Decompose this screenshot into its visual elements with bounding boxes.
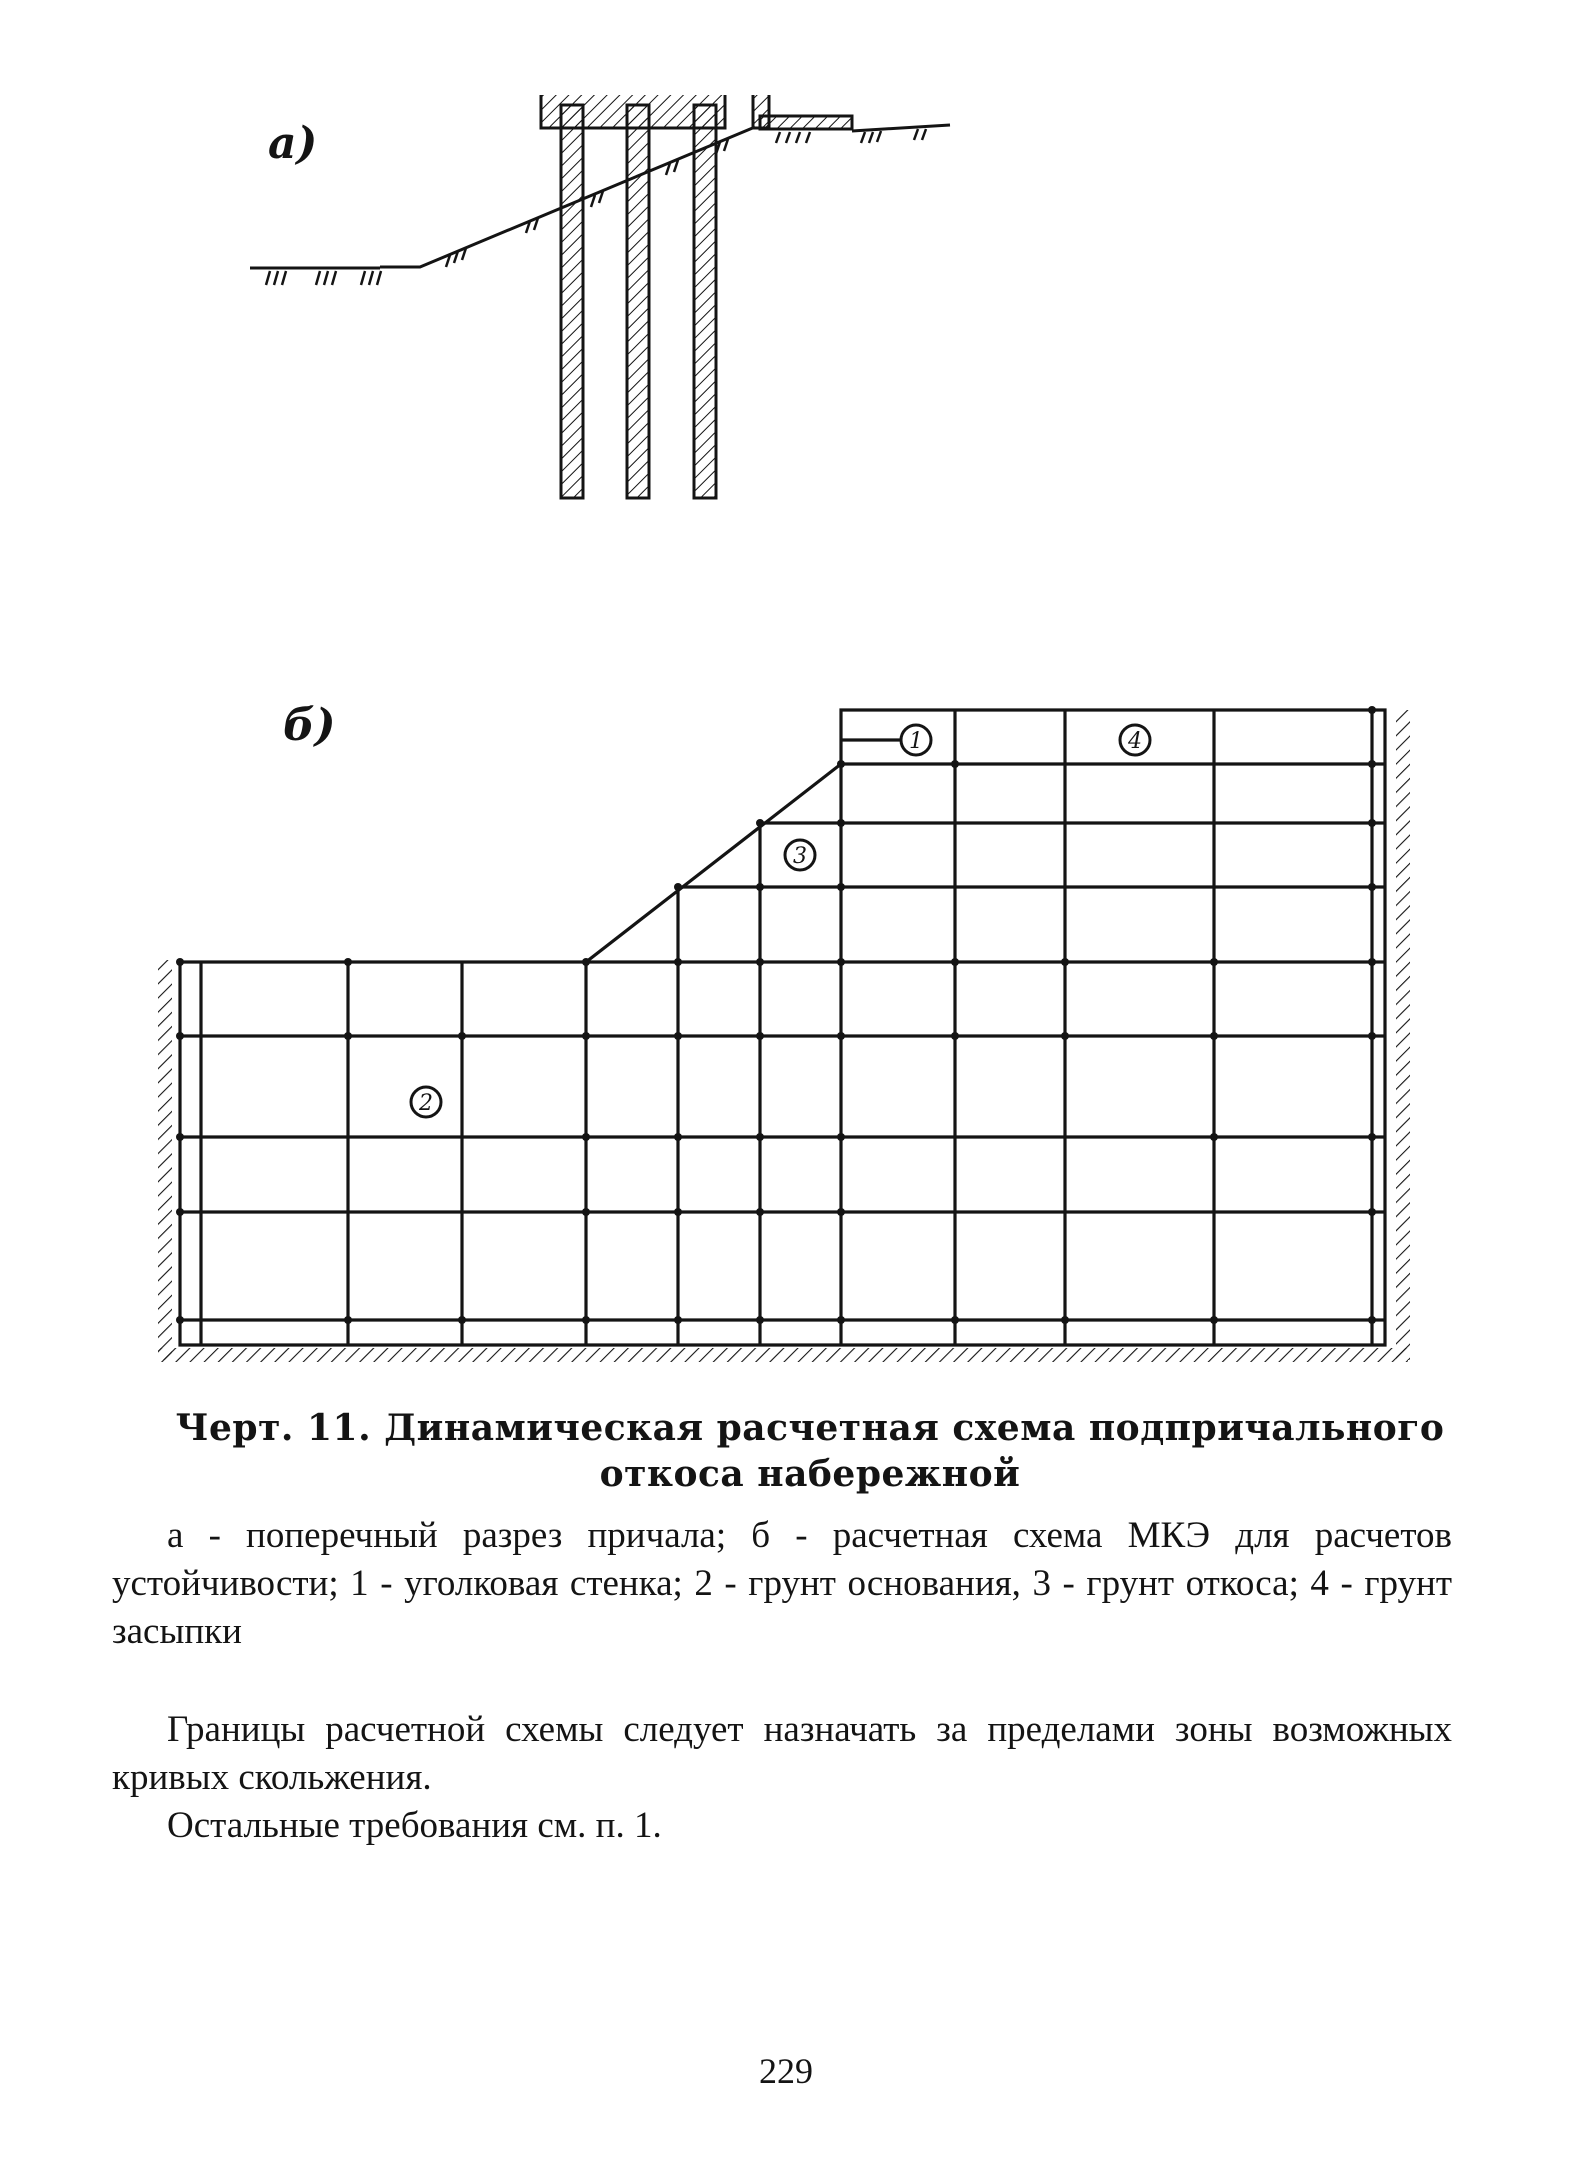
mesh-lines	[180, 710, 1385, 1345]
figure-caption-legend-text: а - поперечный разрез причала; б - расчетная схема МКЭ для расчетов устойчивости; 1 - уголковая стенка; 2 - грунт основания, 3 - грунт откоса; 4 - грунт засыпки	[112, 1515, 1452, 1652]
marker-slope-soil	[785, 840, 815, 870]
left-boundary-hatch	[158, 960, 172, 1360]
body-paragraph	[112, 1706, 1452, 1802]
pile-left	[561, 105, 583, 498]
figure-caption-legend	[112, 1512, 1452, 1656]
body-paragraph-2: Остальные требования см. п. 1.	[167, 1805, 662, 1846]
angle-wall-foot	[760, 116, 852, 129]
page-number: 229	[759, 2051, 813, 2091]
pile-right	[694, 105, 716, 498]
bottom-boundary-hatch	[158, 1348, 1408, 1362]
ground-hatching	[250, 129, 926, 285]
mesh-nodes	[176, 706, 1376, 1324]
figure-caption-title: Черт. 11. Динамическая расчетная схема подпричального откоса набережной	[175, 1407, 1445, 1495]
marker-wall	[901, 725, 931, 755]
svg-text:1: 1	[909, 729, 923, 754]
right-boundary-hatch	[1396, 710, 1410, 1360]
pile-middle	[627, 105, 649, 498]
svg-text:3: 3	[793, 844, 807, 869]
body-paragraph-1-text: Границы расчетной схемы следует назначать за пределами зоны возможных кривых скольжения.	[112, 1709, 1452, 1798]
svg-text:2: 2	[419, 1091, 433, 1116]
fem-mesh-figure	[140, 690, 1430, 1395]
marker-backfill-soil	[1120, 725, 1150, 755]
figure-b-label: б)	[283, 700, 336, 751]
berth-cross-section-figure	[250, 95, 1130, 575]
marker-base-soil	[411, 1087, 441, 1117]
svg-text:4: 4	[1128, 729, 1142, 754]
figure-a-label: а)	[268, 118, 318, 169]
